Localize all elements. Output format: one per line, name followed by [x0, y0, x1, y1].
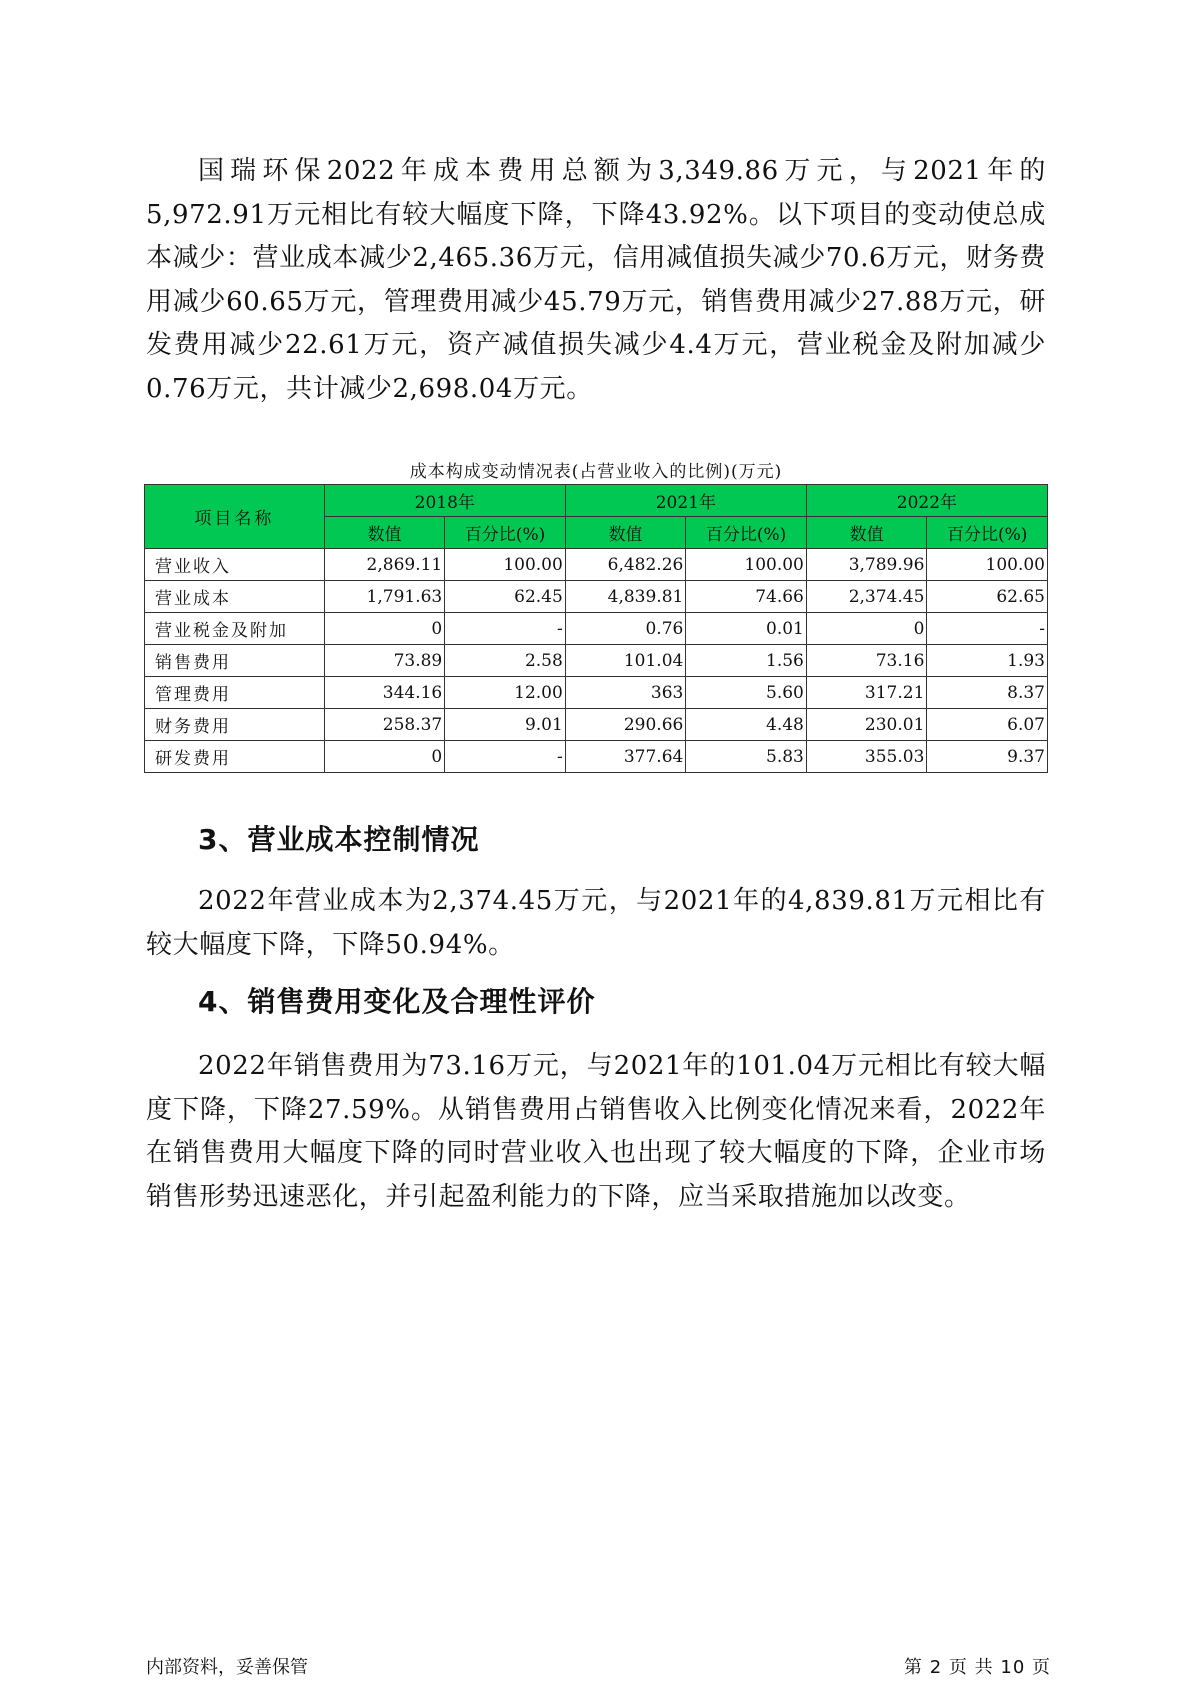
table-body: [145, 549, 1048, 773]
cell-value: 1,791.63: [324, 581, 445, 613]
cell-percent: 8.37: [927, 677, 1048, 709]
cell-value: 73.89: [324, 645, 445, 677]
header-value: 数值: [565, 517, 686, 549]
header-percent: 百分比(%): [445, 517, 566, 549]
cell-value: 230.01: [806, 709, 927, 741]
header-value: 数值: [806, 517, 927, 549]
row-item-name: 研发费用: [145, 741, 325, 773]
header-item-name: 项目名称: [145, 485, 325, 549]
cell-percent: 0.01: [686, 613, 807, 645]
cell-value: 2,374.45: [806, 581, 927, 613]
table-header: [145, 485, 1048, 549]
section-heading-3: 3、营业成本控制情况: [198, 823, 480, 856]
table-header-row-years: [145, 485, 1048, 517]
cell-value: 6,482.26: [565, 549, 686, 581]
cell-value: 0: [324, 613, 445, 645]
cell-percent: 1.56: [686, 645, 807, 677]
header-value: 数值: [324, 517, 445, 549]
table-row: [145, 645, 1048, 677]
cell-value: 3,789.96: [806, 549, 927, 581]
cell-value: 0.76: [565, 613, 686, 645]
header-year: 2022年: [806, 485, 1047, 517]
footer-confidential-note: 内部资料，妥善保管: [146, 1657, 308, 1678]
cell-percent: 4.48: [686, 709, 807, 741]
cell-value: 317.21: [806, 677, 927, 709]
paragraph-cost-summary: 国瑞环保2022年成本费用总额为3,349.86万元，与2021年的5,972.91万元相比有较大幅度下降，下降43.92%。以下项目的变动使总成本减少：营业成本减少2,465.36万元，信用减值损失减少70.6万元，财务费用减少60.65万元，管理费用减少45.79万元，销售费用减少27.88万元，研发费用减少22.61万元，资产减值损失减少4.4万元，营业税金及附加减少0.76万元，共计减少2,698.04万元。: [146, 156, 1046, 404]
cell-value: 377.64: [565, 741, 686, 773]
cell-value: 2,869.11: [324, 549, 445, 581]
table-row: [145, 549, 1048, 581]
row-item-name: 管理费用: [145, 677, 325, 709]
cell-value: 363: [565, 677, 686, 709]
paragraph-operating-cost: 2022年营业成本为2,374.45万元，与2021年的4,839.81万元相比有较大幅度下降，下降50.94%。: [146, 886, 1046, 960]
table-row: [145, 613, 1048, 645]
cell-percent: 9.37: [927, 741, 1048, 773]
cell-percent: 62.45: [445, 581, 566, 613]
cell-percent: 100.00: [927, 549, 1048, 581]
row-item-name: 营业税金及附加: [145, 613, 325, 645]
cell-percent: 6.07: [927, 709, 1048, 741]
cell-percent: 74.66: [686, 581, 807, 613]
row-item-name: 销售费用: [145, 645, 325, 677]
cost-structure-table: [144, 484, 1048, 773]
cell-percent: -: [927, 613, 1048, 645]
cell-percent: 1.93: [927, 645, 1048, 677]
paragraph-sales-expense: 2022年销售费用为73.16万元，与2021年的101.04万元相比有较大幅度下降，下降27.59%。从销售费用占销售收入比例变化情况来看，2022年在销售费用大幅度下降的同时营业收入也出现了较大幅度的下降，企业市场销售形势迅速恶化，并引起盈利能力的下降，应当采取措施加以改变。: [146, 1051, 1046, 1212]
cell-value: 73.16: [806, 645, 927, 677]
header-percent: 百分比(%): [927, 517, 1048, 549]
table-caption: 成本构成变动情况表(占营业收入的比例)(万元): [409, 462, 783, 482]
cell-value: 355.03: [806, 741, 927, 773]
cell-percent: 9.01: [445, 709, 566, 741]
cell-percent: 5.83: [686, 741, 807, 773]
header-percent: 百分比(%): [686, 517, 807, 549]
cell-percent: 5.60: [686, 677, 807, 709]
cell-percent: 62.65: [927, 581, 1048, 613]
cell-value: 101.04: [565, 645, 686, 677]
cell-value: 344.16: [324, 677, 445, 709]
header-year: 2018年: [324, 485, 565, 517]
section-heading-4: 4、销售费用变化及合理性评价: [198, 985, 596, 1018]
cell-percent: -: [445, 613, 566, 645]
cell-percent: 12.00: [445, 677, 566, 709]
footer-page-number: 第 2 页 共 10 页: [904, 1657, 1051, 1678]
row-item-name: 营业收入: [145, 549, 325, 581]
row-item-name: 财务费用: [145, 709, 325, 741]
table-row: [145, 741, 1048, 773]
header-year: 2021年: [565, 485, 806, 517]
table-row: [145, 677, 1048, 709]
cell-value: 0: [324, 741, 445, 773]
cell-percent: 100.00: [445, 549, 566, 581]
cell-value: 4,839.81: [565, 581, 686, 613]
row-item-name: 营业成本: [145, 581, 325, 613]
table-row: [145, 581, 1048, 613]
cell-percent: -: [445, 741, 566, 773]
cell-value: 0: [806, 613, 927, 645]
table-row: [145, 709, 1048, 741]
cell-percent: 2.58: [445, 645, 566, 677]
cell-value: 258.37: [324, 709, 445, 741]
cell-value: 290.66: [565, 709, 686, 741]
cell-percent: 100.00: [686, 549, 807, 581]
